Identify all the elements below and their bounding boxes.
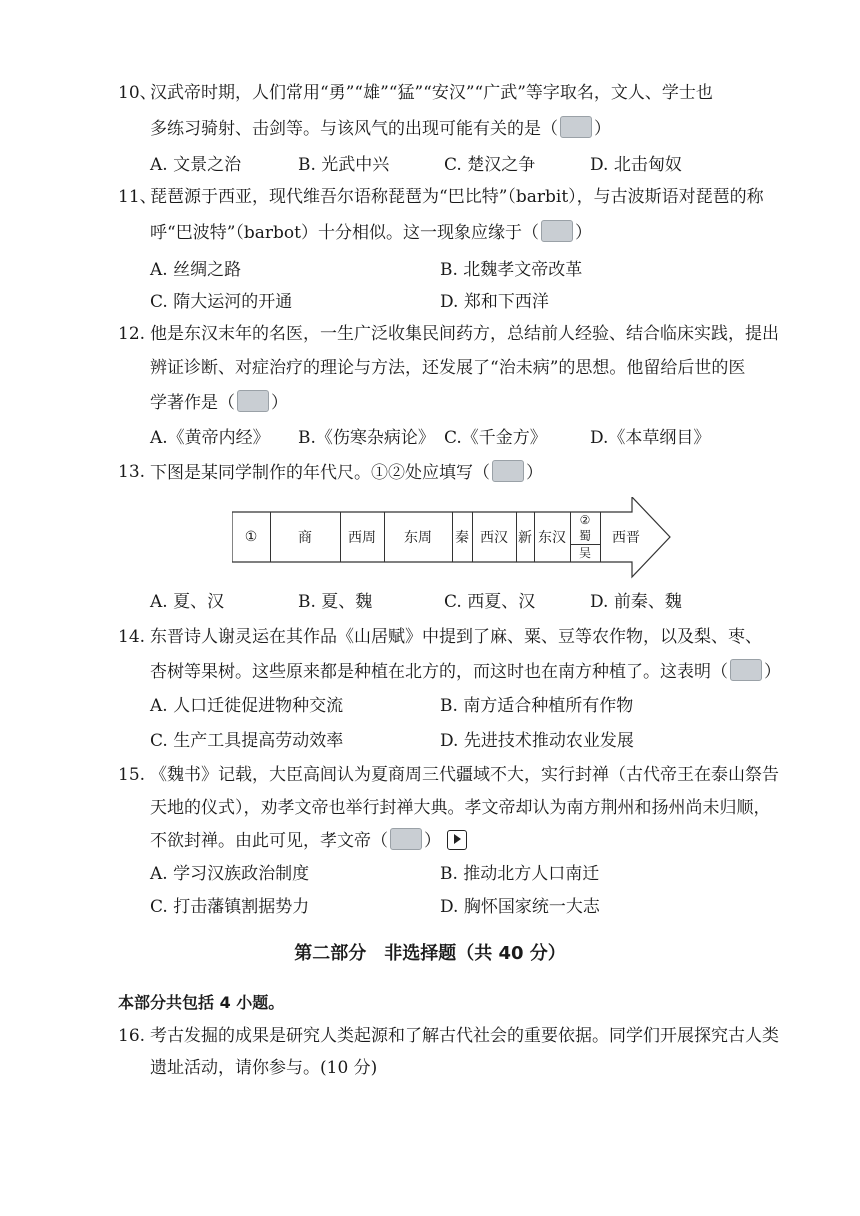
option-a: A. 人口迁徙促进物种交流 (150, 696, 344, 716)
question-text-part: ） (764, 662, 781, 682)
question-text (150, 390, 288, 415)
question-number: 15. (118, 765, 146, 785)
question-text: 《魏书》记载，大臣高闾认为夏商周三代疆域不大，实行封禅（古代帝王在泰山祭告 (150, 765, 779, 785)
question-text-part: 多练习骑射、击剑等。与该风气的出现可能有关的是（ (150, 119, 558, 139)
timeline-ruler (232, 497, 672, 579)
question-text (150, 220, 592, 245)
question-number: 13. (118, 462, 146, 482)
answer-box[interactable] (390, 828, 422, 850)
answer-box[interactable] (492, 460, 524, 482)
option-b: B.《伤寒杂病论》 (298, 428, 435, 448)
question-number: 16. (118, 1026, 146, 1046)
timeline-cell: 东周 (384, 512, 453, 562)
answer-box[interactable] (541, 220, 573, 242)
option-a: A.《黄帝内经》 (150, 428, 270, 448)
question-number: 11、 (118, 187, 157, 207)
option-b: B. 光武中兴 (298, 155, 390, 175)
option-d: D. 前秦、魏 (590, 592, 682, 612)
timeline-cell: ② (579, 513, 591, 527)
question-text-part: ） (271, 393, 288, 413)
answer-box[interactable] (730, 659, 762, 681)
question-number: 12. (118, 324, 146, 344)
option-a: A. 夏、汉 (150, 592, 225, 612)
option-c: C. 楚汉之争 (444, 155, 536, 175)
timeline-cell: 蜀 (578, 529, 591, 543)
question-number: 10、 (118, 83, 157, 103)
timeline-cell: 西晋 (612, 530, 640, 546)
question-text-part: ） (574, 223, 592, 243)
option-d: D. 北击匈奴 (590, 155, 682, 175)
option-c: C. 隋大运河的开通 (150, 292, 293, 312)
option-d: D. 先进技术推动农业发展 (440, 731, 634, 751)
section-intro: 本部分共包括 4 小题。 (118, 993, 285, 1012)
question-text: 汉武帝时期，人们常用“勇”“雄”“猛”“安汉”“广武”等字取名，文人、学士也 (150, 83, 713, 103)
question-text (150, 659, 781, 684)
question-text-part: 呼“巴波特”（barbot）十分相似。这一现象应缘于（ (150, 223, 539, 243)
timeline-cell: 西周 (340, 512, 385, 562)
question-text-part: ） (594, 119, 611, 139)
question-text: 他是东汉末年的名医，一生广泛收集民间药方，总结前人经验、结合临床实践，提出 (150, 324, 779, 344)
option-c: C.《千金方》 (444, 428, 547, 448)
option-b: B. 南方适合种植所有作物 (440, 696, 634, 716)
option-b: B. 推动北方人口南迁 (440, 864, 600, 884)
play-icon[interactable] (447, 830, 467, 850)
answer-box[interactable] (237, 390, 269, 412)
question-text-part: 杏树等果树。这些原来都是种植在北方的，而这时也在南方种植了。这表明（ (150, 662, 728, 682)
timeline-cell: 东汉 (534, 512, 571, 562)
option-d: D. 郑和下西洋 (440, 292, 549, 312)
question-text (150, 828, 467, 853)
option-a: A. 文景之治 (150, 155, 242, 175)
option-d: D.《本草纲目》 (590, 428, 711, 448)
option-c: C. 生产工具提高劳动效率 (150, 731, 344, 751)
question-text (150, 460, 543, 485)
option-a: A. 丝绸之路 (150, 260, 242, 280)
question-text-part: ） (526, 463, 543, 483)
answer-box[interactable] (560, 116, 592, 138)
question-text: 天地的仪式），劝孝文帝也举行封禅大典。孝文帝却认为南方荆州和扬州尚未归顺， (150, 798, 771, 818)
question-text (150, 116, 611, 141)
question-text: 遗址活动，请你参与。(10 分) (150, 1058, 378, 1078)
question-text-part: 不欲封禅。由此可见，孝文帝（ (150, 831, 388, 851)
option-b: B. 北魏孝文帝改革 (440, 260, 583, 280)
timeline-split-cell (570, 512, 601, 562)
option-c: C. 打击藩镇割据势力 (150, 897, 310, 917)
timeline-cell: 秦 (452, 512, 473, 562)
question-text: 东晋诗人谢灵运在其作品《山居赋》中提到了麻、粟、豆等农作物，以及梨、枣、 (150, 627, 762, 647)
question-text: 考古发掘的成果是研究人类起源和了解古代社会的重要依据。同学们开展探究古人类 (150, 1026, 779, 1046)
question-text: 琵琶源于西亚，现代维吾尔语称琵琶为“巴比特”（barbit），与古波斯语对琵琶的称 (150, 187, 764, 207)
timeline-cell: ① (232, 512, 271, 562)
section-title: 第二部分 非选择题（共 40 分） (294, 943, 566, 964)
option-c: C. 西夏、汉 (444, 592, 536, 612)
timeline-cell: 新 (516, 512, 535, 562)
timeline-cell: 西汉 (472, 512, 517, 562)
option-a: A. 学习汉族政治制度 (150, 864, 310, 884)
timeline-cell: 吴 (570, 544, 600, 561)
question-text-part: 学著作是（ (150, 393, 235, 413)
question-text-part: 下图是某同学制作的年代尺。①②处应填写（ (150, 463, 490, 483)
timeline-cell: 商 (270, 512, 341, 562)
question-text-part: ） (424, 831, 441, 851)
question-number: 14. (118, 627, 146, 647)
option-d: D. 胸怀国家统一大志 (440, 897, 600, 917)
question-text: 辨证诊断、对症治疗的理论与方法，还发展了“治未病”的思想。他留给后世的医 (150, 358, 746, 378)
option-b: B. 夏、魏 (298, 592, 373, 612)
